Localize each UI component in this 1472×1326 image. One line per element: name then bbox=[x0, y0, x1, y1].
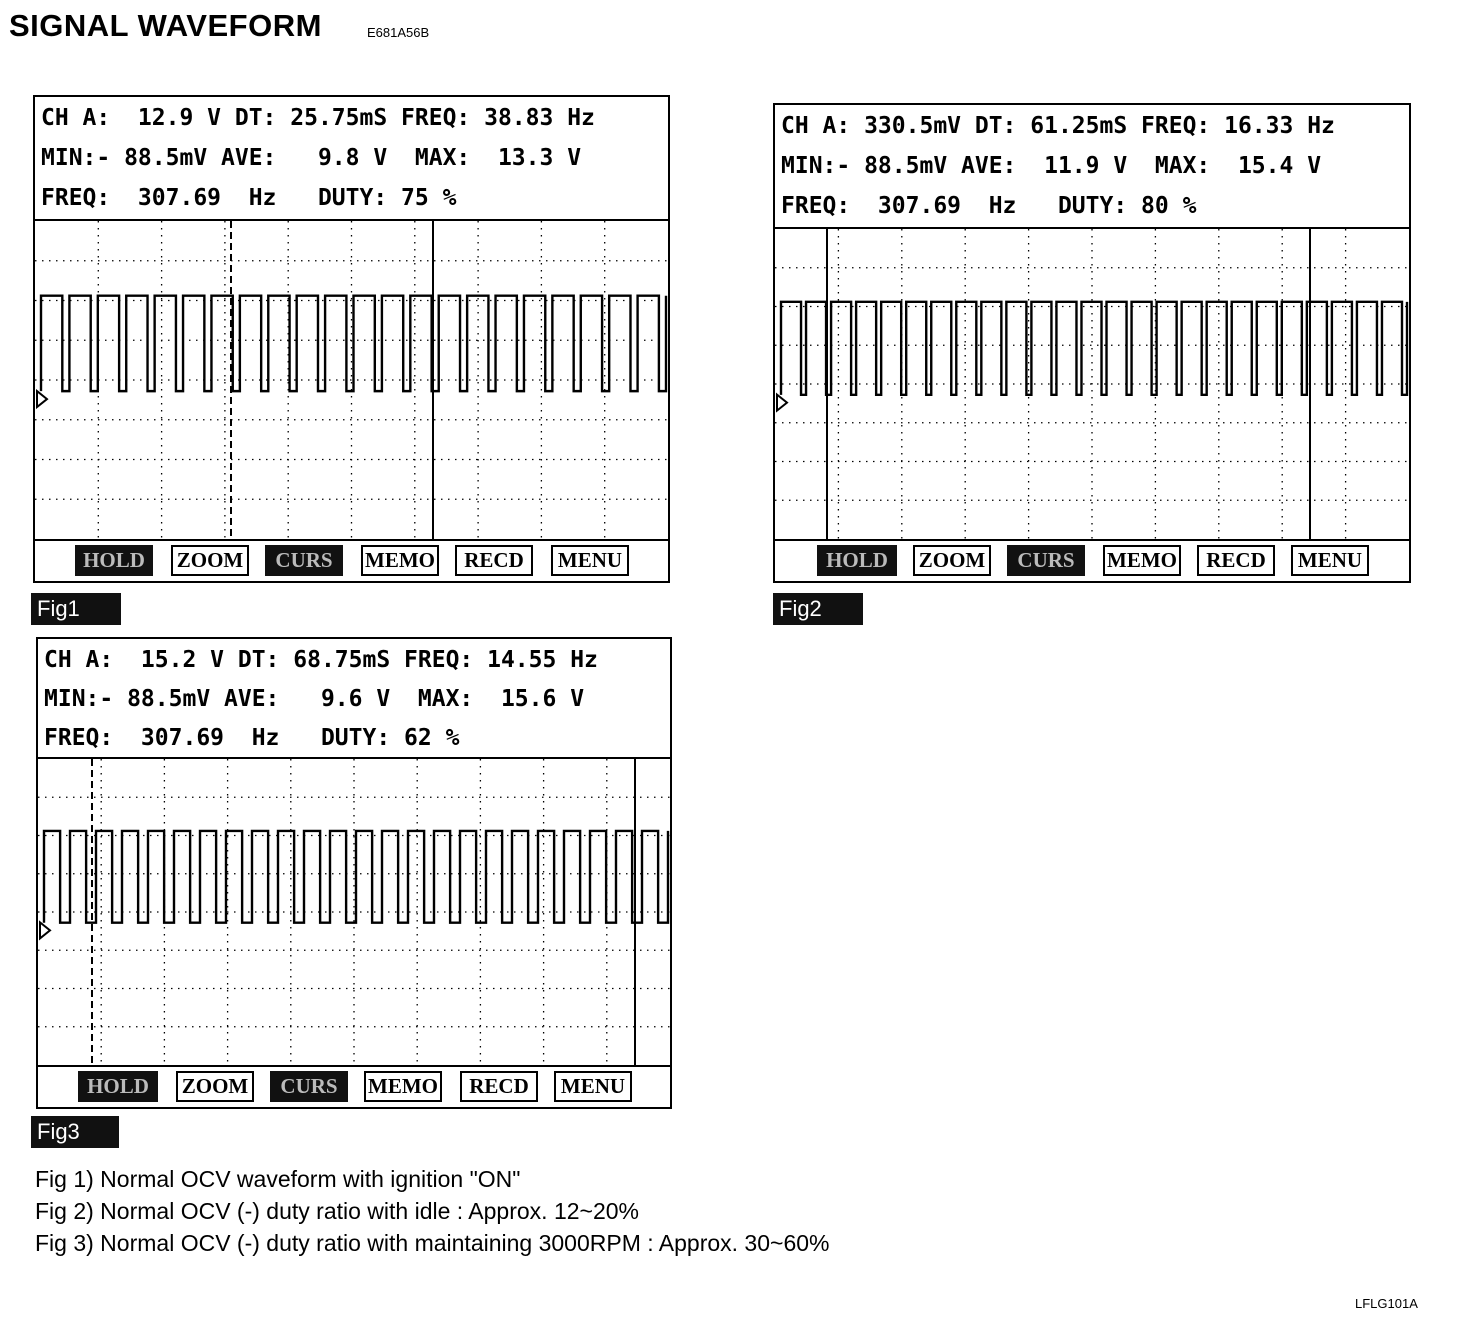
zoom-button[interactable]: ZOOM bbox=[171, 545, 249, 576]
hold-button[interactable]: HOLD bbox=[817, 545, 897, 576]
readout-line-1: CH A: 12.9 V DT: 25.75mS FREQ: 38.83 Hz bbox=[41, 105, 595, 131]
caption-fig2: Fig 2) Normal OCV (-) duty ratio with idle : Approx. 12~20% bbox=[35, 1198, 639, 1224]
menu-bar bbox=[38, 1065, 670, 1107]
square-waveform bbox=[44, 831, 668, 923]
readout-line-3: FREQ: 307.69 Hz DUTY: 62 % bbox=[44, 725, 460, 751]
recd-button[interactable]: RECD bbox=[1197, 545, 1275, 576]
readout-line-3: FREQ: 307.69 Hz DUTY: 75 % bbox=[41, 185, 457, 211]
trigger-marker bbox=[777, 395, 787, 411]
waveform-plot bbox=[35, 221, 668, 539]
waveform-screen bbox=[35, 221, 668, 539]
readout-line-1: CH A: 15.2 V DT: 68.75mS FREQ: 14.55 Hz bbox=[44, 647, 598, 673]
hold-button[interactable]: HOLD bbox=[75, 545, 153, 576]
caption-fig1: Fig 1) Normal OCV waveform with ignition "ON" bbox=[35, 1166, 521, 1192]
zoom-button[interactable]: ZOOM bbox=[913, 545, 991, 576]
memo-button[interactable]: MEMO bbox=[1103, 545, 1181, 576]
menu-bar bbox=[35, 539, 668, 581]
curs-button[interactable]: CURS bbox=[1007, 545, 1085, 576]
waveform-plot bbox=[38, 759, 670, 1065]
menu-button[interactable]: MENU bbox=[551, 545, 629, 576]
trigger-marker bbox=[40, 922, 50, 938]
readout-panel bbox=[38, 639, 670, 759]
readout-line-1: CH A: 330.5mV DT: 61.25mS FREQ: 16.33 Hz bbox=[781, 113, 1335, 139]
figure-label-fig2: Fig2 bbox=[773, 593, 863, 625]
readout-panel bbox=[35, 97, 668, 221]
waveform-screen bbox=[38, 759, 670, 1065]
grid bbox=[38, 759, 670, 1065]
recd-button[interactable]: RECD bbox=[460, 1071, 538, 1102]
figure-label-fig3: Fig3 bbox=[31, 1116, 119, 1148]
hold-button[interactable]: HOLD bbox=[78, 1071, 158, 1102]
waveform-plot bbox=[775, 229, 1409, 539]
trigger-marker bbox=[37, 391, 47, 407]
oscilloscope-fig3 bbox=[36, 637, 672, 1109]
memo-button[interactable]: MEMO bbox=[361, 545, 439, 576]
square-waveform bbox=[781, 302, 1407, 395]
square-waveform bbox=[41, 296, 666, 391]
waveform-screen bbox=[775, 229, 1409, 539]
page-title: SIGNAL WAVEFORM bbox=[9, 8, 322, 43]
grid bbox=[775, 229, 1409, 539]
curs-button[interactable]: CURS bbox=[265, 545, 343, 576]
document-code: E681A56B bbox=[367, 25, 430, 40]
recd-button[interactable]: RECD bbox=[455, 545, 533, 576]
curs-button[interactable]: CURS bbox=[270, 1071, 348, 1102]
zoom-button[interactable]: ZOOM bbox=[176, 1071, 254, 1102]
readout-line-2: MIN:- 88.5mV AVE: 11.9 V MAX: 15.4 V bbox=[781, 153, 1322, 179]
menu-bar bbox=[775, 539, 1409, 581]
menu-button[interactable]: MENU bbox=[1291, 545, 1369, 576]
footer-code: LFLG101A bbox=[1355, 1296, 1418, 1311]
memo-button[interactable]: MEMO bbox=[364, 1071, 442, 1102]
oscilloscope-fig2 bbox=[773, 103, 1411, 583]
oscilloscope-fig1 bbox=[33, 95, 670, 583]
figure-label-fig1: Fig1 bbox=[31, 593, 121, 625]
caption-fig3: Fig 3) Normal OCV (-) duty ratio with maintaining 3000RPM : Approx. 30~60% bbox=[35, 1230, 830, 1256]
readout-panel bbox=[775, 105, 1409, 229]
readout-line-2: MIN:- 88.5mV AVE: 9.6 V MAX: 15.6 V bbox=[44, 686, 585, 712]
menu-button[interactable]: MENU bbox=[554, 1071, 632, 1102]
readout-line-2: MIN:- 88.5mV AVE: 9.8 V MAX: 13.3 V bbox=[41, 145, 582, 171]
readout-line-3: FREQ: 307.69 Hz DUTY: 80 % bbox=[781, 193, 1197, 219]
